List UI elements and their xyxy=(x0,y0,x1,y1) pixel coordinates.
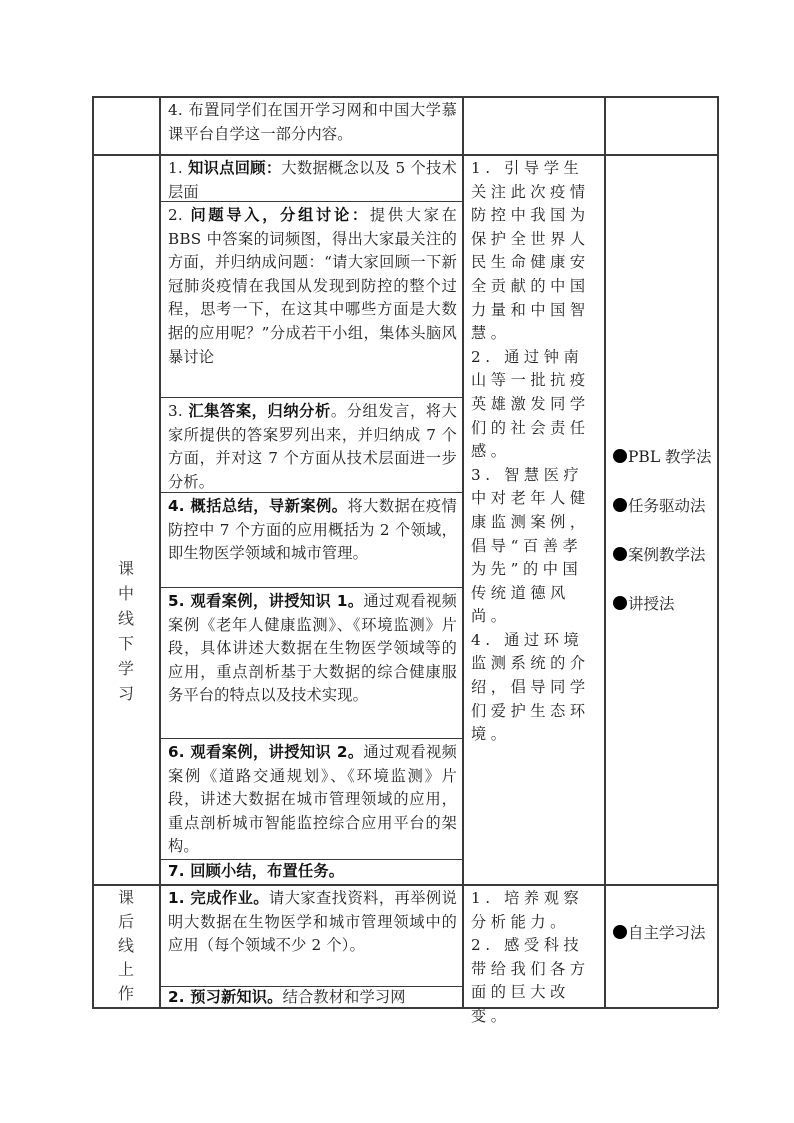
bullet-icon xyxy=(613,449,627,463)
step-heading: 回顾小结，布置任务。 xyxy=(190,862,345,880)
step-number: 2. xyxy=(168,988,191,1006)
step-number: 7. xyxy=(168,862,191,880)
step-cell xyxy=(160,97,462,154)
goal-item: 2. 感受科技带给我们各方面的巨大改变。 xyxy=(471,936,590,1025)
bullet-icon xyxy=(613,498,627,512)
step-heading: 观看案例，讲授知识 1。 xyxy=(190,592,364,610)
step-heading: 知识点回顾： xyxy=(188,159,282,177)
phase-label-after-class: 课 后 线 上 作 xyxy=(117,888,134,1003)
step-number: 5. xyxy=(168,592,191,610)
step-heading: 问题导入，分组讨论： xyxy=(190,206,370,224)
goal-item: 3. 智慧医疗中对老年人健康监测案例，倡导“百善孝为先”的中国传统道德风尚。 xyxy=(471,465,590,626)
step-number: 1. xyxy=(168,889,191,907)
step-cell: 3. 汇集答案，归纳分析。分组发言，将大家所提供的答案罗列出来，并归纳成 7 个方面，并对这 7 个方面从技术层面进一步分析。 xyxy=(168,402,457,491)
column-border-right xyxy=(717,96,719,1008)
goal-item: 1. 引导学生关注此次疫情防控中我国为保护全世界人民生命健康安全贡献的中国力量和中国智慧。 xyxy=(471,159,590,343)
phase-label-in-class: 课 中 线 下 学 习 xyxy=(117,559,134,703)
column-border-left xyxy=(92,96,94,1008)
step-heading: 完成作业。 xyxy=(190,889,269,907)
goal-item: 2. 通过钟南山等一批抗疫英雄激发同学们的社会责任感。 xyxy=(471,347,590,461)
step-cell: 2. 问题导入，分组讨论：提供大家在 BBS 中答案的词频图，得出大家最关注的方面，并归纳成问题：“请大家回顾一下新冠肺炎疫情在我国从发现到防控的整个过程，思考一下，在这其中哪些方面是大数据的应用呢？”分成若干小组，集体头脑风暴讨论 xyxy=(168,206,458,366)
goal-item: 4. 通过环境监测系统的介绍，倡导同学们爱护生态环境。 xyxy=(471,630,590,744)
step-cell: 5. 观看案例，讲授知识 1。通过观看视频案例《老年人健康监测》、《环境监测》片段，具体讲述大数据在生物医学领域等的应用，重点剖析基于大数据的综合健康服务平台的特点以及技术实现。 xyxy=(168,592,457,705)
methods-cell xyxy=(605,921,717,970)
table-border-bottom xyxy=(92,1007,718,1009)
bullet-icon xyxy=(613,925,627,939)
method-item: 任务驱动法 xyxy=(613,494,713,519)
methods-cell xyxy=(605,445,717,641)
step-cell: 6. 观看案例，讲授知识 2。通过观看视频案例《道路交通规划》、《环境监测》片段，讲述大数据在城市管理领域的应用，重点剖析城市智能监控综合应用平台的架构。 xyxy=(168,743,457,856)
method-item: 讲授法 xyxy=(613,592,713,617)
goals-cell xyxy=(463,885,604,1025)
method-item: 自主学习法 xyxy=(613,921,713,946)
step-number: 6. xyxy=(168,743,191,761)
goal-item: 1. 培养观察分析能力。 xyxy=(471,889,584,931)
step-heading: 汇集答案，归纳分析 xyxy=(188,402,331,420)
step-number: 4. xyxy=(168,497,191,515)
goals-cell xyxy=(463,155,604,859)
step-cell: 4. 概括总结，导新案例。将大数据在疫情防控中 7 个方面的应用概括为 2 个领域，即生物医学领域和城市管理。 xyxy=(168,497,457,563)
method-item: 案例教学法 xyxy=(613,543,713,568)
step-heading: 概括总结，导新案例。 xyxy=(190,497,348,515)
step-cell: 1. 完成作业。请大家查找资料，再举例说明大数据在生物医学和城市管理领域中的应用（每个领域不少 2 个）。 xyxy=(168,889,457,955)
step-cell xyxy=(160,860,462,884)
bullet-icon xyxy=(613,547,627,561)
step-heading: 观看案例，讲授知识 2。 xyxy=(190,743,364,761)
step-cell: 2. 预习新知识。结合教材和学习网 xyxy=(168,988,406,1006)
step-cell: 1. 知识点回顾：大数据概念以及 5 个技术层面 xyxy=(168,159,458,201)
bullet-icon xyxy=(613,596,627,610)
step-heading: 预习新知识。 xyxy=(190,988,283,1006)
step-text: 4. 布置同学们在国开学习网和中国大学慕课平台自学这一部分内容。 xyxy=(168,101,457,143)
method-item: PBL 教学法 xyxy=(613,445,713,470)
